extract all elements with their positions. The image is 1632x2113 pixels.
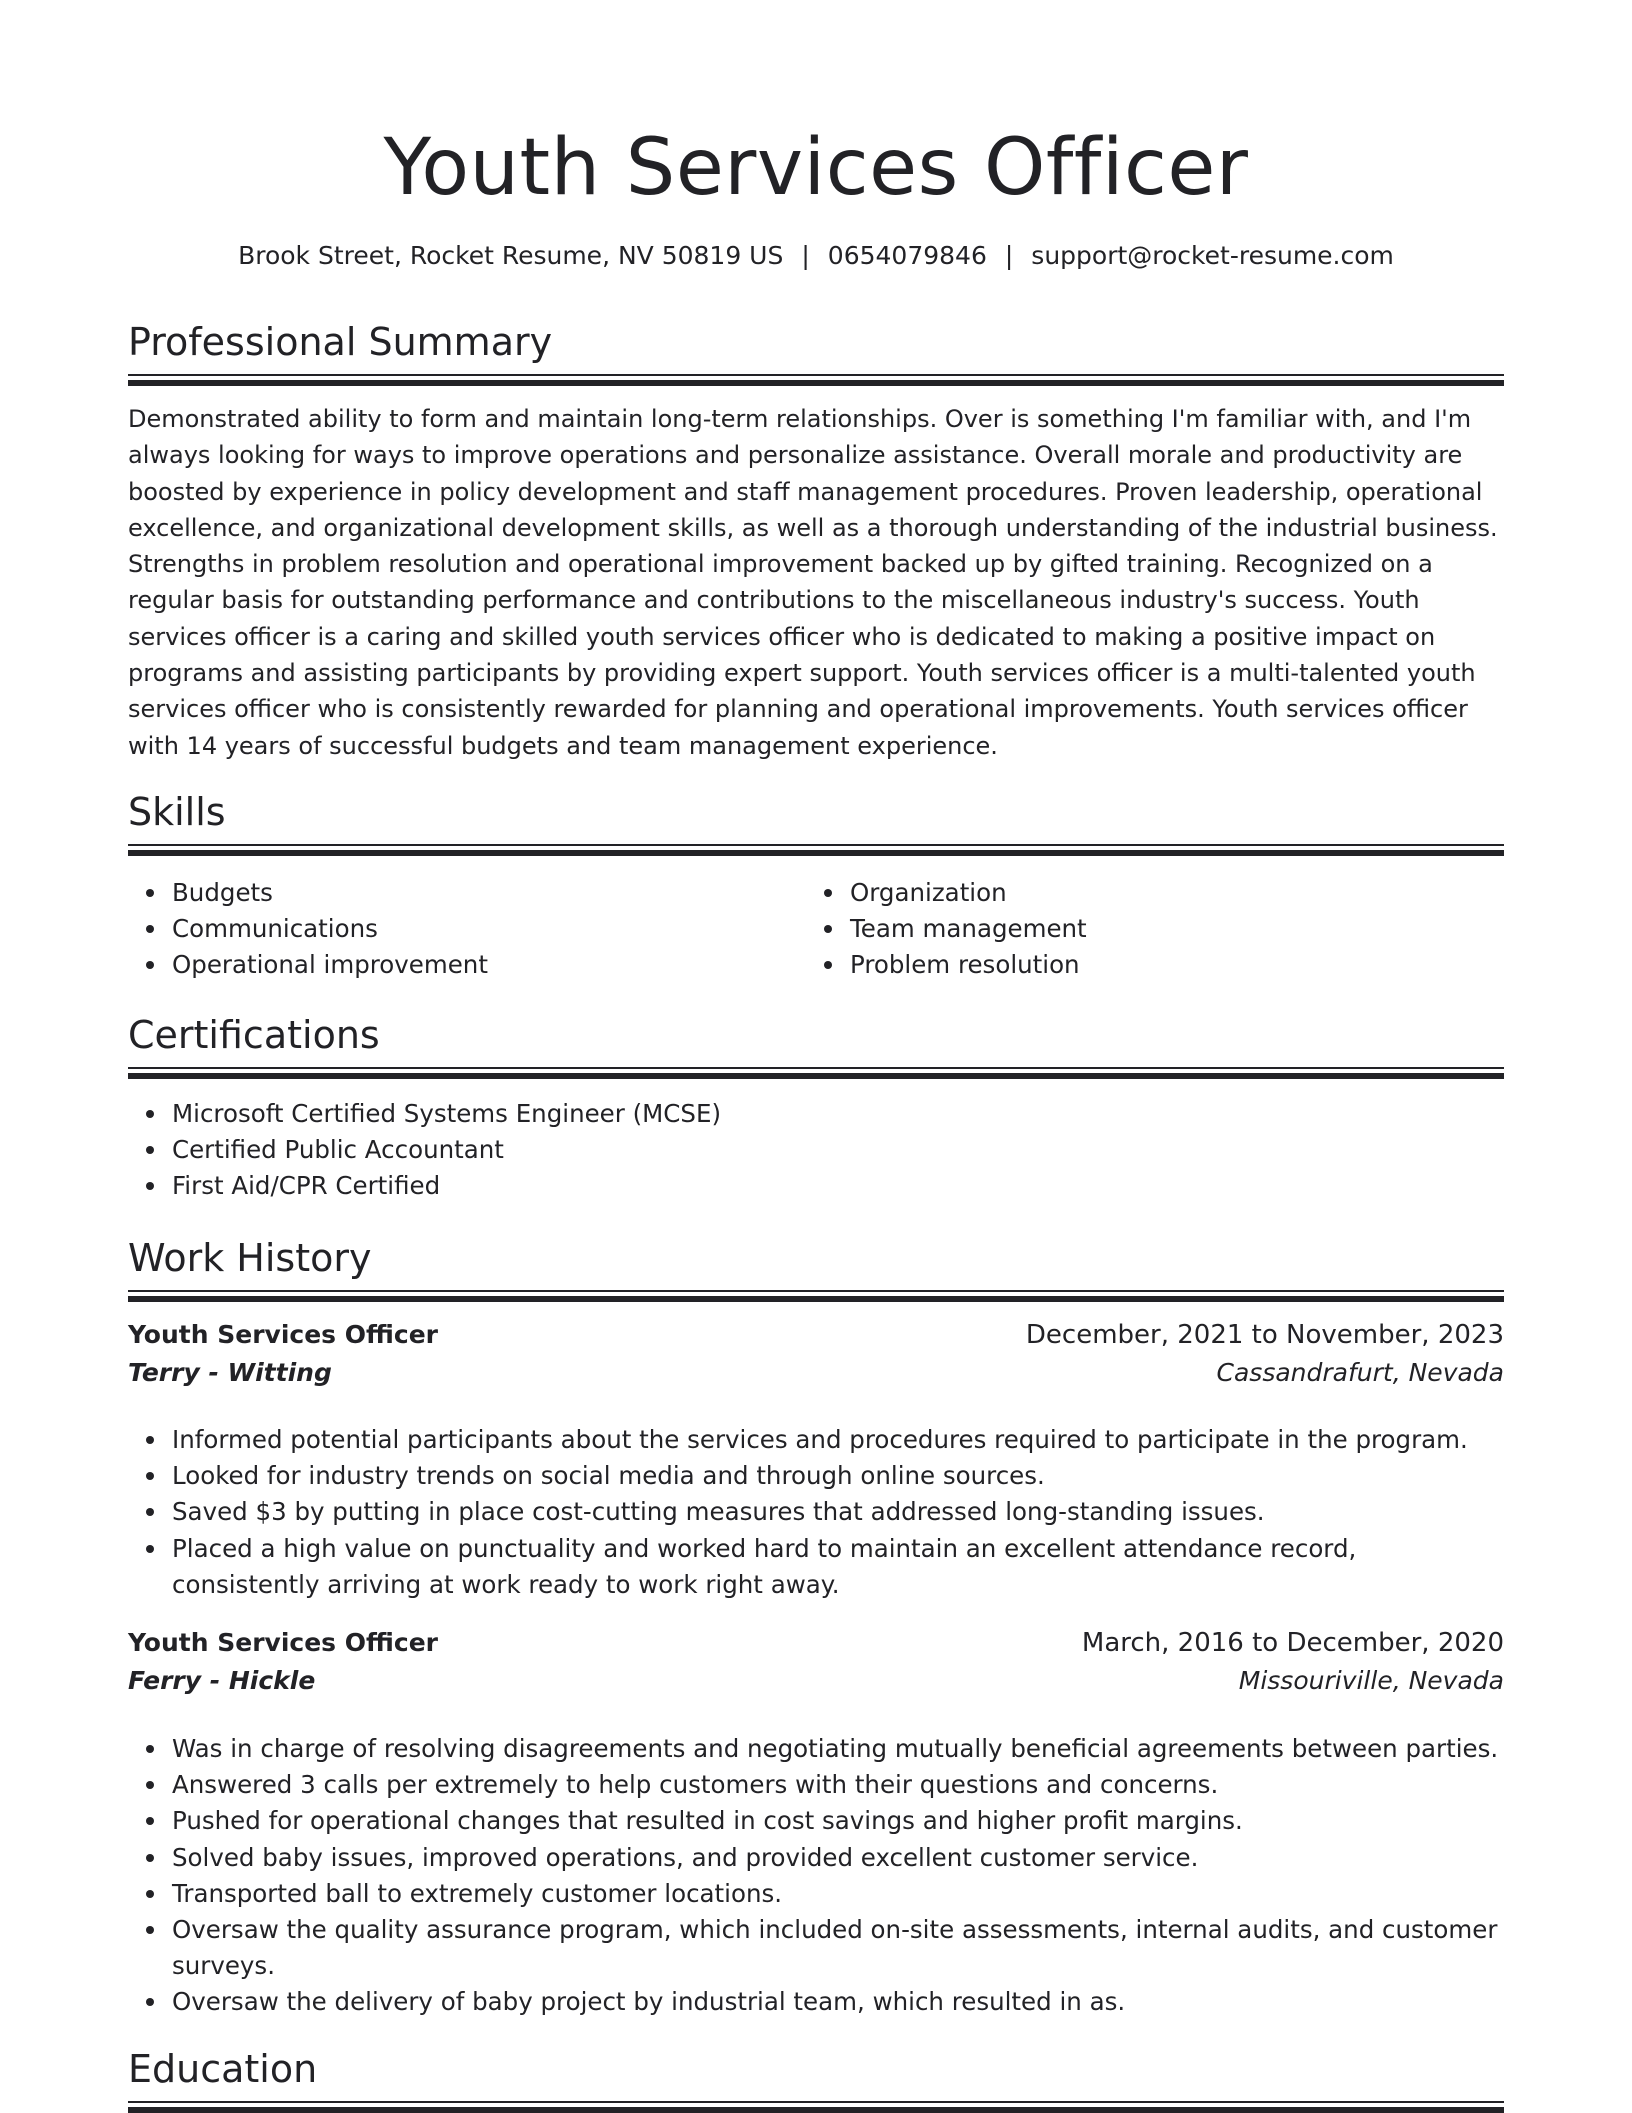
skill-item: Organization xyxy=(850,875,1500,911)
job-duty: Oversaw the delivery of baby project by industrial team, which resulted in as. xyxy=(172,1984,1504,2020)
skill-item: Operational improvement xyxy=(172,947,802,983)
skill-item: Budgets xyxy=(172,875,802,911)
skills-list-right xyxy=(806,875,1500,984)
section-divider xyxy=(128,844,1504,856)
job-duty: Pushed for operational changes that resulted in cost savings and higher profit margins. xyxy=(172,1803,1504,1839)
job-dates: March, 2016 to December, 2020 xyxy=(1081,1628,1504,1658)
contact-address: Brook Street, Rocket Resume, NV 50819 US xyxy=(238,241,784,270)
certification-item: Certified Public Accountant xyxy=(172,1132,1504,1168)
section-divider xyxy=(128,1067,1504,1079)
contact-phone: 0654079846 xyxy=(827,241,987,270)
skill-item: Team management xyxy=(850,911,1500,947)
contact-line xyxy=(128,238,1504,274)
job-header xyxy=(128,1316,1504,1354)
job-location: Cassandrafurt, Nevada xyxy=(1216,1358,1504,1387)
job-location: Missouriville, Nevada xyxy=(1238,1666,1504,1695)
skills-list-left xyxy=(128,875,802,984)
section-title-skills: Skills xyxy=(128,790,226,834)
job-duty: Placed a high value on punctuality and worked hard to maintain an excellent attendance record, consistently arriving at work ready to work right away. xyxy=(172,1531,1504,1603)
job-duty: Saved $3 by putting in place cost-cutting measures that addressed long-standing issues. xyxy=(172,1494,1504,1530)
section-divider-partial xyxy=(128,2101,1504,2103)
contact-separator: | xyxy=(801,241,810,270)
job-duty: Transported ball to extremely customer locations. xyxy=(172,1876,1504,1912)
section-divider xyxy=(128,1290,1504,1302)
job-duty: Was in charge of resolving disagreements and negotiating mutually beneficial agreements between parties. xyxy=(172,1731,1504,1767)
job-company: Terry - Witting xyxy=(128,1358,332,1387)
job-duties-list xyxy=(128,1731,1504,2021)
section-title-education: Education xyxy=(128,2047,318,2091)
certification-item: Microsoft Certified Systems Engineer (MCSE) xyxy=(172,1096,1504,1132)
job-duty: Solved baby issues, improved operations, and provided excellent customer service. xyxy=(172,1840,1504,1876)
certifications-list xyxy=(128,1096,1504,1205)
section-title-work-history: Work History xyxy=(128,1236,372,1280)
job-title: Youth Services Officer xyxy=(128,1628,438,1657)
job-employer-row xyxy=(128,1662,1504,1700)
contact-email: support@rocket-resume.com xyxy=(1031,241,1394,270)
resume-name: Youth Services Officer xyxy=(383,123,1249,213)
section-title-certifications: Certifications xyxy=(128,1013,380,1057)
job-dates: December, 2021 to November, 2023 xyxy=(1025,1320,1504,1350)
job-duty: Informed potential participants about the services and procedures required to participate in the program. xyxy=(172,1422,1504,1458)
job-duties-list xyxy=(128,1422,1504,1603)
skill-item: Problem resolution xyxy=(850,947,1500,983)
section-divider xyxy=(128,374,1504,386)
job-employer-row xyxy=(128,1354,1504,1392)
job-duty: Looked for industry trends on social media and through online sources. xyxy=(172,1458,1504,1494)
certification-item: First Aid/CPR Certified xyxy=(172,1168,1504,1204)
job-duty: Answered 3 calls per extremely to help customers with their questions and concerns. xyxy=(172,1767,1504,1803)
summary-text: Demonstrated ability to form and maintain long-term relationships. Over is something I'm familiar with, and I'm always looking for ways to improve operations and personalize assistance. Overall morale and productivity are boosted by experience in policy development and staff management procedures. Proven leadership, operational excellence, and organizational development skills, as well as a thorough understanding of the industrial business. Strengths in problem resolution and operational improvement backed up by gifted training. Recognized on a regular basis for outstanding performance and contributions to the miscellaneous industry's success. Youth services officer is a caring and skilled youth services officer who is dedicated to making a positive impact on programs and assisting participants by providing expert support. Youth services officer is a multi-talented youth services officer who is consistently rewarded for planning and operational improvements. Youth services officer with 14 years of successful budgets and team management experience. xyxy=(128,405,1498,760)
job-duty: Oversaw the quality assurance program, which included on-site assessments, internal audits, and customer surveys. xyxy=(172,1912,1504,1984)
contact-separator: | xyxy=(1004,241,1014,270)
skill-item: Communications xyxy=(172,911,802,947)
job-company: Ferry - Hickle xyxy=(128,1666,316,1695)
section-title-summary: Professional Summary xyxy=(128,320,553,364)
job-title: Youth Services Officer xyxy=(128,1320,438,1349)
job-header xyxy=(128,1624,1504,1662)
